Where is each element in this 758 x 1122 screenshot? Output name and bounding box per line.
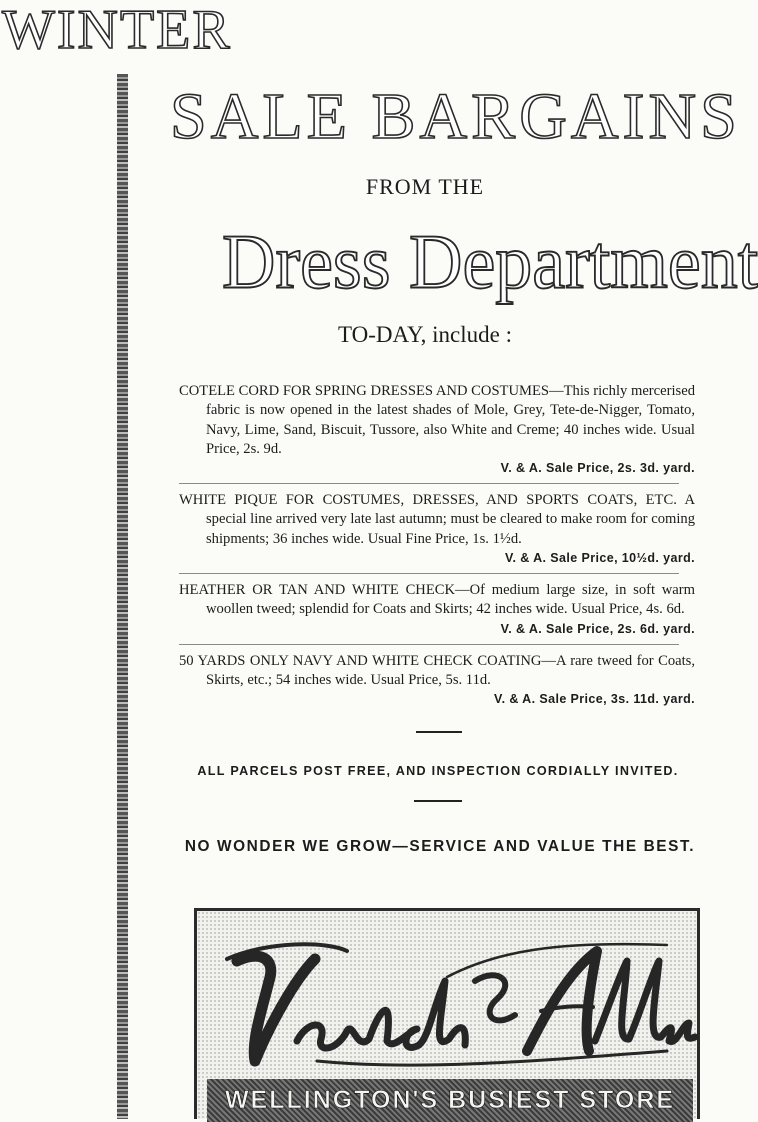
- item-description: HEATHER OR TAN AND WHITE CHECK—Of medium large size, in soft warm woollen tweed; splendid for Coats and Skirts; 42 inches wide. Usual Price, 4s. 6d.: [179, 582, 695, 618]
- sale-price: V. & A. Sale Price, 2s. 6d. yard.: [500, 621, 695, 636]
- sale-price: V. & A. Sale Price, 3s. 11d. yard.: [494, 692, 695, 707]
- list-item: [179, 581, 695, 638]
- slogan: NO WONDER WE GROW—SERVICE AND VALUE THE BEST.: [184, 838, 696, 855]
- parcels-notice: ALL PARCELS POST FREE, AND INSPECTION CORDIALLY INVITED.: [197, 764, 679, 778]
- from-the-text: FROM THE: [365, 174, 485, 199]
- item-description: 50 YARDS ONLY NAVY AND WHITE CHECK COATING—A rare tweed for Coats, Skirts, etc.; 54 inches wide. Usual Price, 5s. 11d.: [179, 652, 695, 688]
- short-rule: [416, 731, 462, 733]
- item-description: COTELE CORD FOR SPRING DRESSES AND COSTUMES—This richly mercerised fabric is now opened in the latest shades of Mole, Grey, Tete-de-Nigger, Tomato, Navy, Lime, Sand, Biscuit, Tussore, also White and Creme; 40 inches wide. Usual Price, 2s. 9d.: [179, 383, 695, 457]
- store-banner: [207, 1079, 693, 1122]
- signature-logo-art: [197, 911, 703, 1081]
- winter-heading: WINTER: [2, 0, 232, 61]
- list-item: [179, 491, 695, 567]
- dress-department-title: Dress Department: [222, 219, 758, 306]
- list-item: [179, 652, 695, 709]
- item-divider: [179, 644, 679, 645]
- short-rule: [414, 800, 462, 802]
- today-include-text: TO-DAY, include :: [338, 322, 512, 347]
- sale-bargains-title: SALE BARGAINS: [170, 80, 741, 153]
- list-item: [179, 382, 695, 477]
- item-description: WHITE PIQUE FOR COSTUMES, DRESSES, AND SPORTS COATS, ETC. A special line arrived very late last autumn; must be cleared to make room for coming shipments; 36 inches wide. Usual Fine Price, 1s. 1½d.: [179, 492, 695, 547]
- item-divider: [179, 573, 679, 574]
- column-rule: [117, 74, 128, 1119]
- item-list: [179, 382, 695, 708]
- sale-price: V. & A. Sale Price, 2s. 3d. yard.: [500, 461, 695, 476]
- store-logo: [194, 908, 700, 1119]
- store-tagline: WELLINGTON'S BUSIEST STORE: [224, 1086, 676, 1114]
- item-divider: [179, 483, 679, 484]
- sale-price: V. & A. Sale Price, 10½d. yard.: [504, 551, 695, 566]
